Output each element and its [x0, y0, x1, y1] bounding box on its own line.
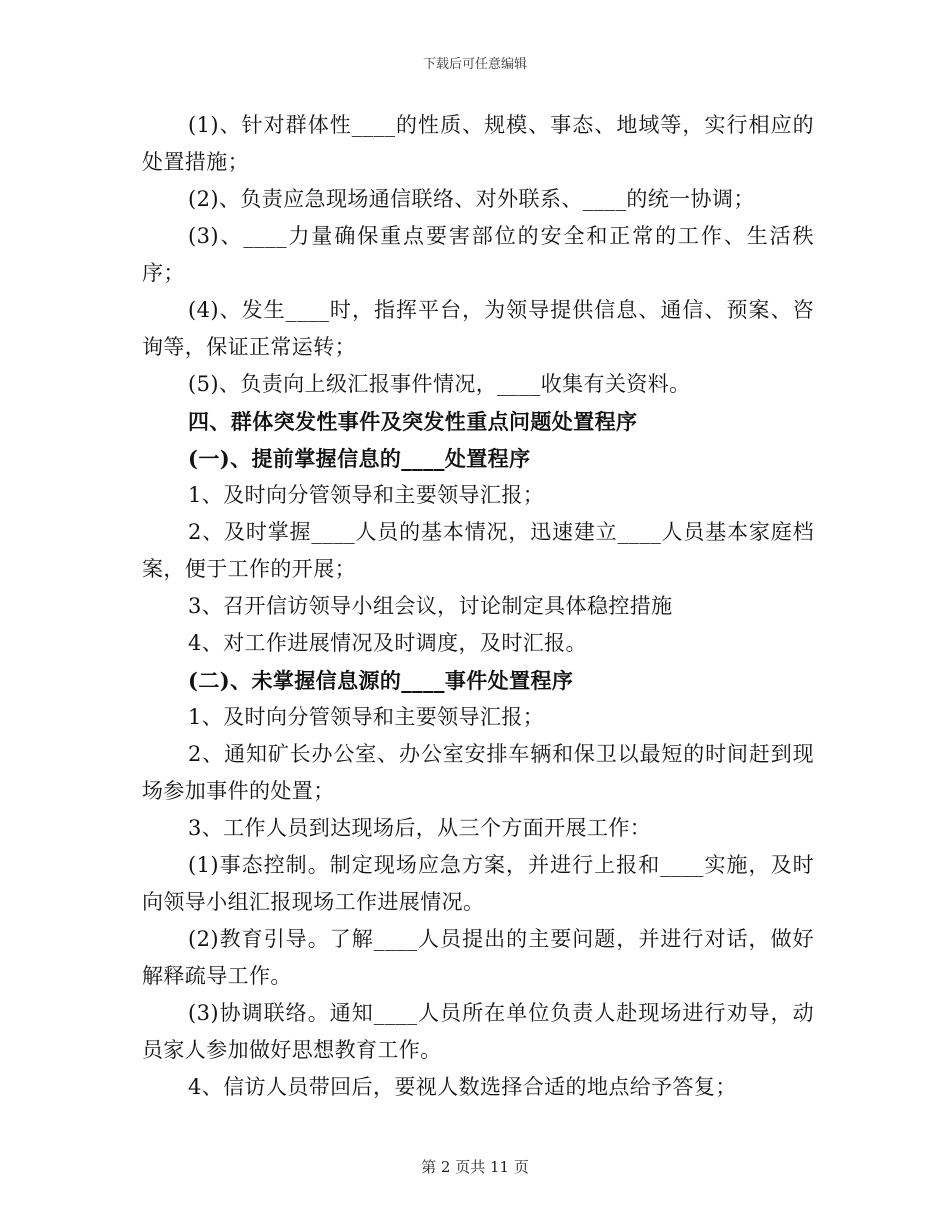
- paragraph-7: 2、及时掌握____人员的基本情况，迅速建立____人员基本家庭档案，便于工作的开展；: [142, 520, 814, 581]
- paragraph-14: (2)教育引导。了解____人员提出的主要问题，并进行对话，做好解释疏导工作。: [142, 927, 814, 988]
- paragraph-11: 2、通知矿长办公室、办公室安排车辆和保卫以最短的时间赶到现场参加事件的处置；: [142, 742, 814, 803]
- paragraph-12: 3、工作人员到达现场后，从三个方面开展工作：: [188, 816, 652, 840]
- paragraph-8: 3、召开信访领导小组会议，讨论制定具体稳控措施: [188, 594, 673, 618]
- paragraph-13: (1)事态控制。制定现场应急方案，并进行上报和____实施，及时向领导小组汇报现场工作进展情况。: [142, 853, 814, 914]
- subheading-2: (二)、未掌握信息源的____事件处置程序: [188, 668, 574, 693]
- paragraph-15: (3)协调联络。通知____人员所在单位负责人赴现场进行劝导，动员家人参加做好思想教育工作。: [142, 1001, 814, 1062]
- subheading-1: (一)、提前掌握信息的____处置程序: [188, 446, 531, 471]
- document-body: [142, 107, 814, 1106]
- paragraph-4: (4)、发生____时，指挥平台，为领导提供信息、通信、预案、咨询等，保证正常运转；: [142, 298, 814, 359]
- page-footer: 第 2 页共 11 页: [421, 1158, 529, 1176]
- paragraph-2: (2)、负责应急现场通信联络、对外联系、____的统一协调；: [188, 187, 755, 211]
- page-header: 下载后可任意编辑: [422, 57, 527, 72]
- paragraph-1: (1)、针对群体性____的性质、规模、事态、地域等，实行相应的处置措施；: [142, 113, 814, 174]
- section-heading-4: 四、群体突发性事件及突发性重点问题处置程序: [188, 409, 638, 434]
- paragraph-3: (3)、____力量确保重点要害部位的安全和正常的工作、生活秩序；: [142, 224, 814, 285]
- paragraph-9: 4、对工作进展情况及时调度，及时汇报。: [188, 631, 587, 655]
- paragraph-5: (5)、负责向上级汇报事件情况，____收集有关资料。: [188, 372, 691, 396]
- paragraph-10: 1、及时向分管领导和主要领导汇报；: [188, 705, 545, 729]
- paragraph-16: 4、信访人员带回后，要视人数选择合适的地点给予答复；: [188, 1075, 737, 1099]
- paragraph-6: 1、及时向分管领导和主要领导汇报；: [188, 483, 545, 507]
